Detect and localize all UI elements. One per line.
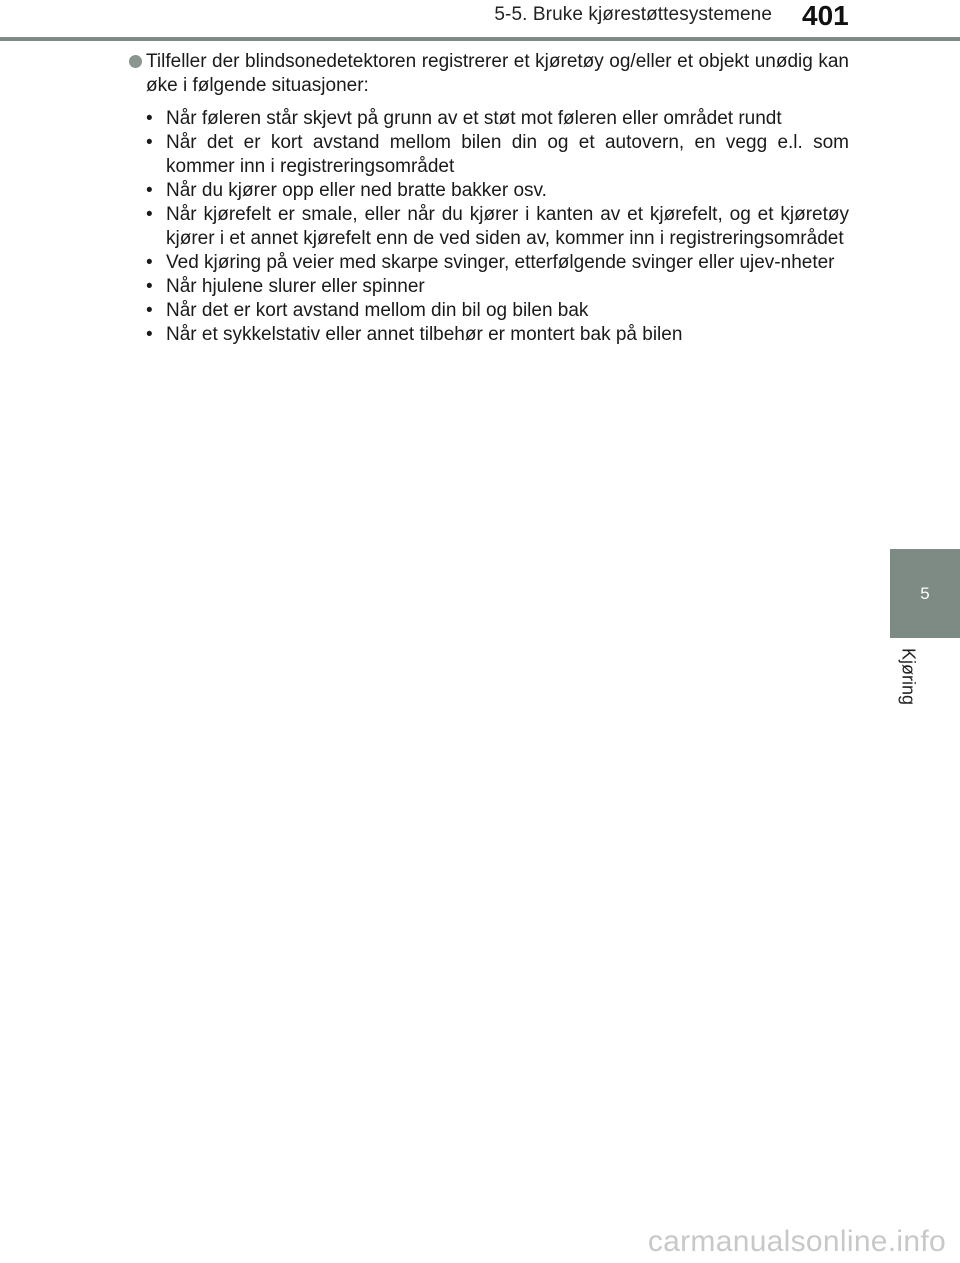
header-divider	[0, 37, 960, 41]
bullet-icon: •	[146, 132, 153, 153]
list-item	[146, 131, 849, 179]
chapter-number: 5	[920, 583, 930, 603]
list-item-text: Ved kjøring på veier med skarpe svinger, etterfølgende svinger eller ujev-nheter	[166, 252, 835, 273]
list-item	[146, 203, 849, 251]
section-title: 5-5. Bruke kjørestøttesystemene	[494, 4, 772, 25]
list-item-text: Når hjulene slurer eller spinner	[166, 276, 425, 297]
list-item	[146, 299, 849, 323]
lead-paragraph	[129, 50, 849, 98]
lead-text: Tilfeller der blindsonedetektoren registrerer et kjøretøy og/eller et objekt unødig kan øke i følgende situasjoner:	[146, 51, 849, 96]
circle-bullet-icon	[129, 55, 142, 68]
list-item	[146, 179, 849, 203]
page-number: 401	[802, 0, 849, 31]
bullet-icon: •	[146, 204, 153, 225]
chapter-tab	[890, 549, 960, 638]
list-item	[146, 251, 849, 275]
bullet-icon: •	[146, 300, 153, 321]
bullet-icon: •	[146, 252, 153, 273]
list-item-text: Når det er kort avstand mellom din bil og bilen bak	[166, 300, 589, 321]
watermark: carmanualsonline.info	[647, 1225, 946, 1258]
list-item-text: Når føleren står skjevt på grunn av et støt mot føleren eller området rundt	[166, 108, 782, 129]
bullet-icon: •	[146, 108, 153, 129]
bullet-icon: •	[146, 276, 153, 297]
list-item-text: Når du kjører opp eller ned bratte bakker osv.	[166, 180, 547, 201]
main-content	[129, 50, 849, 347]
list-item	[146, 323, 849, 347]
bullet-icon: •	[146, 324, 153, 345]
situation-list	[129, 107, 849, 347]
bullet-icon: •	[146, 180, 153, 201]
list-item	[146, 275, 849, 299]
list-item-text: Når det er kort avstand mellom bilen din og et autovern, en vegg e.l. som kommer inn i registreringsområdet	[166, 132, 849, 177]
list-item-text: Når kjørefelt er smale, eller når du kjører i kanten av et kjørefelt, og et kjøretøy kjører i et annet kjørefelt enn de ved siden av, kommer inn i registreringsområdet	[166, 204, 849, 249]
list-item	[146, 107, 849, 131]
list-item-text: Når et sykkelstativ eller annet tilbehør er montert bak på bilen	[166, 324, 683, 345]
chapter-title: Kjøring	[898, 648, 919, 706]
